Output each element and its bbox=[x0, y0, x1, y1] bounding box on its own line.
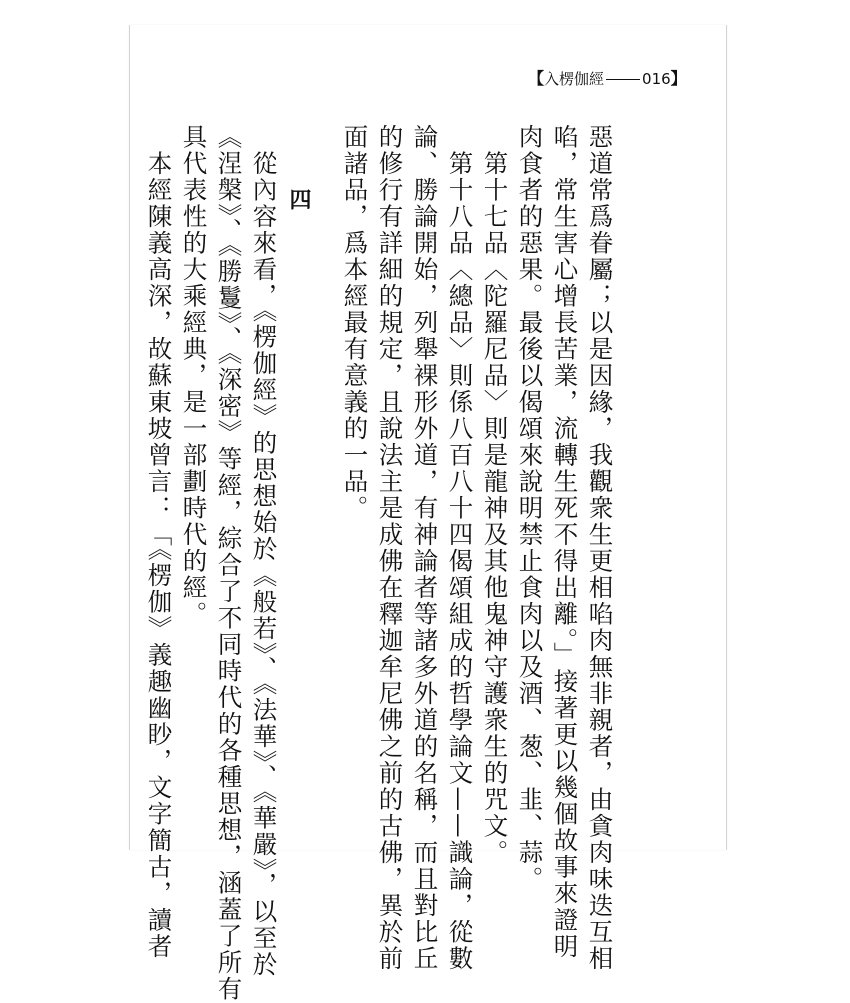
text-column-10: 《涅槃》、《勝鬘》、《深密》等經，綜合了不同時代的各種思想，涵蓋了所有 bbox=[214, 124, 244, 1003]
text-column-12: 本經陳義高深，故蘇東坡曾言：「《楞伽》義趣幽眇，文字簡古，讀者 bbox=[144, 124, 174, 960]
text-column-8: 面諸品，爲本經最有意義的一品。 bbox=[340, 124, 370, 522]
text-column-3: 肉食者的惡果。最後以偈頌來說明禁止食肉以及酒、葱、韭、蒜。 bbox=[515, 124, 545, 893]
text-column-1: 惡道常爲眷屬；以是因緣，我觀衆生更相啗肉無非親者，由貪肉味迭互相 bbox=[585, 124, 615, 972]
section-heading: 四 bbox=[286, 188, 312, 212]
header-close-bracket: 】 bbox=[670, 69, 687, 88]
text-column-4: 第十七品〈陀羅尼品〉則是龍神及其他鬼神守護衆生的咒文。 bbox=[480, 124, 510, 866]
text-column-9: 從內容來看，《楞伽經》的思想始於《般若》、《法華》、《華嚴》，以至於 bbox=[249, 124, 279, 978]
header-open-bracket: 【 bbox=[528, 69, 545, 88]
header-dash bbox=[606, 79, 640, 80]
text-column-6: 論、勝論開始，列舉裸形外道，有神論者等諸多外道的名稱，而且對比丘 bbox=[410, 124, 440, 972]
text-column-7: 的修行有詳細的規定，且說法主是成佛在釋迦牟尼佛之前的古佛，異於前 bbox=[375, 124, 405, 972]
text-column-11: 具代表性的大乘經典，是一部劃時代的經。 bbox=[179, 124, 209, 628]
text-column-2: 啗，常生害心增長苦業，流轉生死不得出離。」接著更以幾個故事來證明 bbox=[550, 124, 580, 960]
text-column-5: 第十八品〈總品〉則係八百八十四偈頌組成的哲學論文——識論，從數 bbox=[445, 124, 475, 972]
running-header bbox=[528, 66, 687, 89]
header-title: 入楞伽經 bbox=[544, 70, 605, 88]
page-number: 016 bbox=[642, 70, 671, 88]
